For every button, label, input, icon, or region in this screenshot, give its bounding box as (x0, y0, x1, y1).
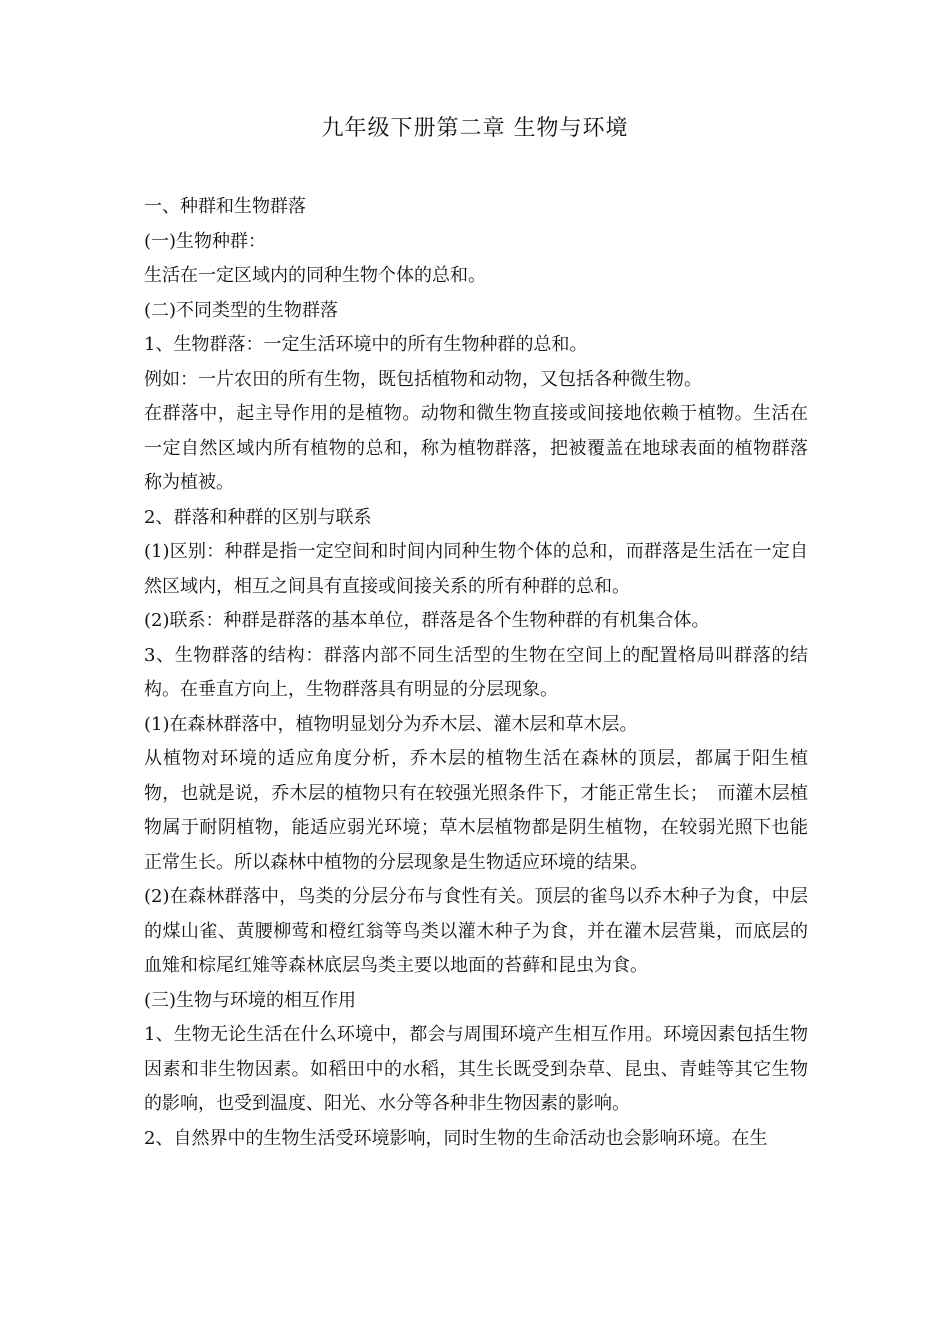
paragraph: 从植物对环境的适应角度分析，乔木层的植物生活在森林的顶层，都属于阳生植物，也就是说，乔木层的植物只有在较强光照条件下，才能正常生长； 而灌木层植物属于耐阴植物，能适应弱光环境；草木层植物都是阴生植物，在较弱光照下也能正常生长。所以森林中植物的分层现象是生物适应环境的结果。 (144, 748, 808, 873)
paragraph: 3、生物群落的结构：群落内部不同生活型的生物在空间上的配置格局叫群落的结构。在垂直方向上，生物群落具有明显的分层现象。 (144, 644, 808, 700)
paragraph: 在群落中，起主导作用的是植物。动物和微生物直接或间接地依赖于植物。生活在一定自然区域内所有植物的总和，称为植物群落，把被覆盖在地球表面的植物群落称为植被。 (144, 403, 808, 493)
paragraph: (2)联系：种群是群落的基本单位，群落是各个生物种群的有机集合体。 (144, 610, 710, 631)
paragraph: 2、自然界中的生物生活受环境影响，同时生物的生命活动也会影响环境。在生 (144, 1127, 768, 1149)
paragraph: 1、生物群落：一定生活环境中的所有生物种群的总和。 (144, 334, 588, 355)
paragraph: (二)不同类型的生物群落 (144, 299, 339, 321)
paragraph: (三)生物与环境的相互作用 (144, 989, 357, 1011)
paragraph: 例如：一片农田的所有生物，既包括植物和动物，又包括各种微生物。 (144, 368, 702, 390)
paragraph: (1)区别：种群是指一定空间和时间内同种生物个体的总和，而群落是生活在一定自然区域内，相互之间具有直接或间接关系的所有种群的总和。 (144, 541, 808, 597)
paragraph: (1)在森林群落中，植物明显划分为乔木层、灌木层和草木层。 (144, 713, 638, 735)
paragraph: 1、生物无论生活在什么环境中，都会与周围环境产生相互作用。环境因素包括生物因素和非生物因素。如稻田中的水稻，其生长既受到杂草、昆虫、青蛙等其它生物的影响，也受到温度、阳光、水分等各种非生物因素的影响。 (144, 1024, 808, 1114)
paragraph: (一)生物种群： (144, 230, 267, 252)
page-title: 九年级下册第二章 生物与环境 (321, 116, 629, 141)
paragraph: 生活在一定区域内的同种生物个体的总和。 (144, 265, 486, 286)
document-body (144, 190, 808, 1156)
paragraph: 2、群落和种群的区别与联系 (144, 506, 372, 528)
paragraph: (2)在森林群落中，鸟类的分层分布与食性有关。顶层的雀鸟以乔木种子为食，中层的煤山雀、黄腰柳莺和橙红翁等鸟类以灌木种子为食，并在灌木层营巢，而底层的血雉和棕尾红雉等森林底层鸟类主要以地面的苔藓和昆虫为食。 (144, 886, 808, 976)
paragraph: 一、种群和生物群落 (144, 196, 306, 217)
